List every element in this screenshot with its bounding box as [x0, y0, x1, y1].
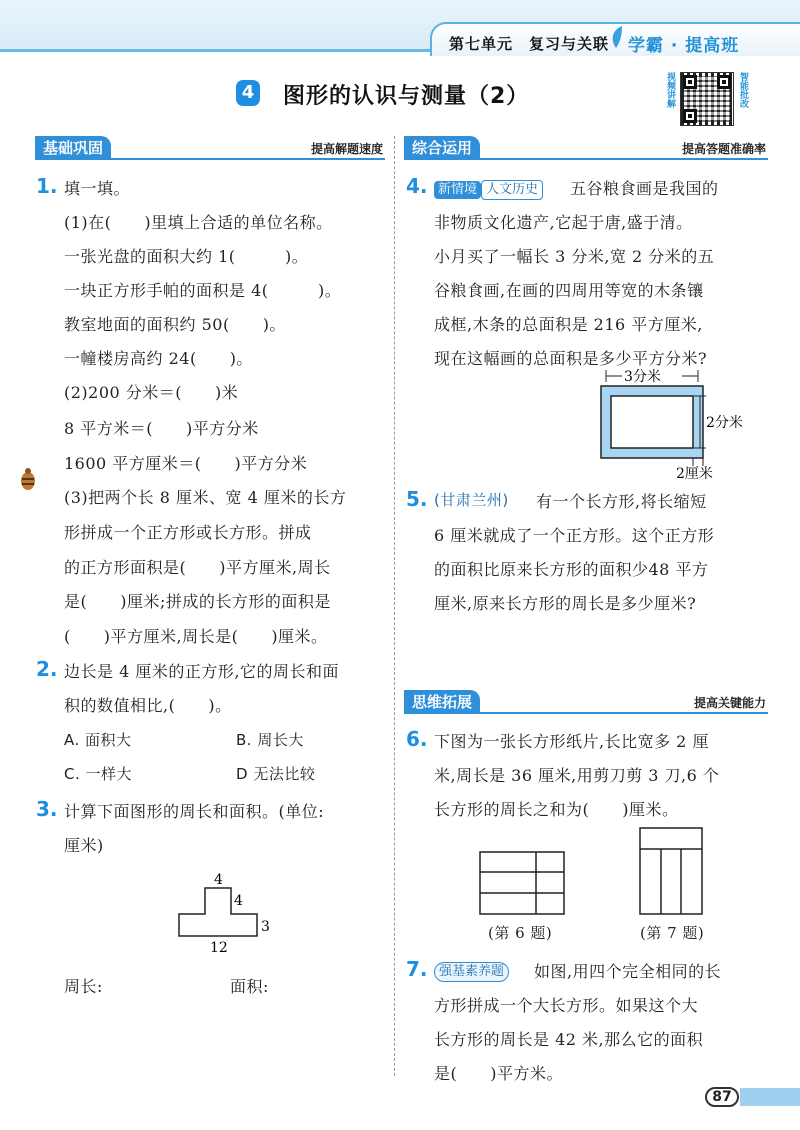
section-tag: 基础巩固: [35, 136, 111, 160]
q7-line: 长方形的周长是 42 米,那么它的面积: [434, 1030, 704, 1049]
q1-line: (1)在( )里填上合适的单位名称。: [64, 213, 333, 232]
q1-line: 是( )厘米;拼成的长方形的面积是: [64, 592, 331, 611]
framed-painting-figure: [590, 366, 760, 482]
page-header: [0, 0, 800, 60]
tag-new-scenario: 新情境: [434, 181, 481, 199]
page-number-bar: [740, 1088, 800, 1106]
section-basic: [35, 136, 385, 160]
qr-left-label: 视频讲解: [665, 72, 675, 108]
q1-line: ( )平方厘米,周长是( )厘米。: [64, 627, 328, 646]
q1-line: 1600 平方厘米＝( )平方分米: [64, 454, 308, 473]
q6-line: 长方形的周长之和为( )厘米。: [434, 800, 679, 819]
qr-right-label: 智能批改: [738, 72, 748, 108]
column-divider: [394, 136, 395, 1076]
q1-line: 一张光盘的面积大约 1( )。: [64, 247, 309, 266]
lesson-number: 4: [236, 80, 260, 106]
q1-line: 8 平方米＝( )平方分米: [64, 419, 259, 438]
figure-label-top: 4: [214, 872, 223, 888]
question-number: 7.: [406, 957, 428, 981]
question-number: 1.: [36, 174, 58, 198]
q7-tag-wrap: [434, 960, 509, 982]
leaf-icon: [606, 24, 626, 50]
figure-label-bottom: 12: [210, 940, 228, 956]
brand-label: 学霸 · 提高班: [628, 36, 740, 56]
tag-history: 人文历史: [481, 180, 543, 200]
option-d: D 无法比较: [236, 765, 316, 783]
option-c: C. 一样大: [64, 765, 133, 783]
step-shape-figure: [170, 870, 280, 960]
section-tag: 综合运用: [404, 136, 480, 160]
question-number: 6.: [406, 727, 428, 751]
q5-line: 厘米,原来长方形的周长是多少厘米?: [434, 594, 697, 613]
q1-line: 教室地面的面积约 50( )。: [64, 315, 286, 334]
lesson-title: 图形的认识与测量（2）: [283, 84, 530, 109]
q4-line: 五谷粮食画是我国的: [570, 179, 719, 198]
tag-core-literacy: 强基素养题: [434, 962, 509, 982]
section-comprehensive: [404, 136, 768, 160]
q2-line: 积的数值相比,( )。: [64, 696, 232, 715]
q1-line: 填一填。: [64, 179, 131, 198]
q7-line: 是( )平方米。: [434, 1064, 563, 1083]
cut-rectangles-figures: [478, 826, 738, 918]
q1-line: (2)200 分米＝( )米: [64, 383, 239, 402]
option-a: A. 面积大: [64, 731, 132, 749]
frame-label-length: 3分米: [624, 369, 661, 385]
q5-line: 的面积比原来长方形的面积少48 平方: [434, 560, 709, 579]
question-number: 3.: [36, 797, 58, 821]
tag-region: (甘肃兰州): [434, 491, 509, 509]
q5-line: 6 厘米就成了一个正方形。这个正方形: [434, 526, 715, 545]
frame-label-border: 2厘米: [676, 466, 713, 482]
section-subtitle: 提高解题速度: [310, 142, 383, 156]
section-subtitle: 提高关键能力: [693, 696, 766, 710]
q4-line: 成框,木条的总面积是 216 平方厘米,: [434, 315, 703, 334]
q1-line: 的正方形面积是( )平方厘米,周长: [64, 558, 331, 577]
q4-line: 非物质文化遗产,它起于唐,盛于清。: [434, 213, 693, 232]
q2-line: 边长是 4 厘米的正方形,它的周长和面: [64, 662, 339, 681]
q4-line: 现在这幅画的总面积是多少平方分米?: [434, 349, 708, 368]
question-number: 5.: [406, 487, 428, 511]
question-number: 2.: [36, 657, 58, 681]
q1-line: 一块正方形手帕的面积是 4( )。: [64, 281, 342, 300]
q1-line: 一幢楼房高约 24( )。: [64, 349, 253, 368]
figure-caption-6: (第 6 题): [488, 924, 553, 942]
section-tag: 思维拓展: [404, 690, 480, 714]
figure-label-mid: 4: [234, 893, 243, 909]
q6-line: 米,周长是 36 厘米,用剪刀剪 3 刀,6 个: [434, 766, 720, 785]
q4-line: 小月买了一幅长 3 分米,宽 2 分米的五: [434, 247, 715, 266]
q4-line: 谷粮食画,在画的四周用等宽的木条镶: [434, 281, 704, 300]
question-number: 4.: [406, 174, 428, 198]
option-b: B. 周长大: [236, 731, 304, 749]
perimeter-label: 周长:: [64, 977, 103, 996]
qr-code[interactable]: [680, 72, 734, 126]
area-label: 面积:: [230, 977, 269, 996]
section-subtitle: 提高答题准确率: [681, 142, 766, 156]
q4-tags: [434, 178, 543, 200]
q1-line: 形拼成一个正方形或长方形。拼成: [64, 523, 312, 542]
unit-label: 第七单元 复习与关联: [449, 35, 610, 53]
q3-line: 计算下面图形的周长和面积。(单位:: [64, 802, 325, 821]
q6-line: 下图为一张长方形纸片,长比宽多 2 厘: [434, 732, 709, 751]
figure-label-right: 3: [261, 919, 270, 935]
section-extension: [404, 690, 768, 714]
q3-line: 厘米): [64, 836, 104, 855]
q1-line: (3)把两个长 8 厘米、宽 4 厘米的长方: [64, 488, 347, 507]
figure-caption-7: (第 7 题): [640, 924, 705, 942]
bee-mascot-icon: [16, 466, 40, 494]
q7-line: 方形拼成一个大长方形。如果这个大: [434, 996, 699, 1015]
frame-label-width: 2分米: [706, 415, 743, 431]
page-number: 87: [705, 1087, 739, 1107]
q5-line: 有一个长方形,将长缩短: [536, 492, 707, 511]
q7-line: 如图,用四个完全相同的长: [534, 962, 722, 981]
